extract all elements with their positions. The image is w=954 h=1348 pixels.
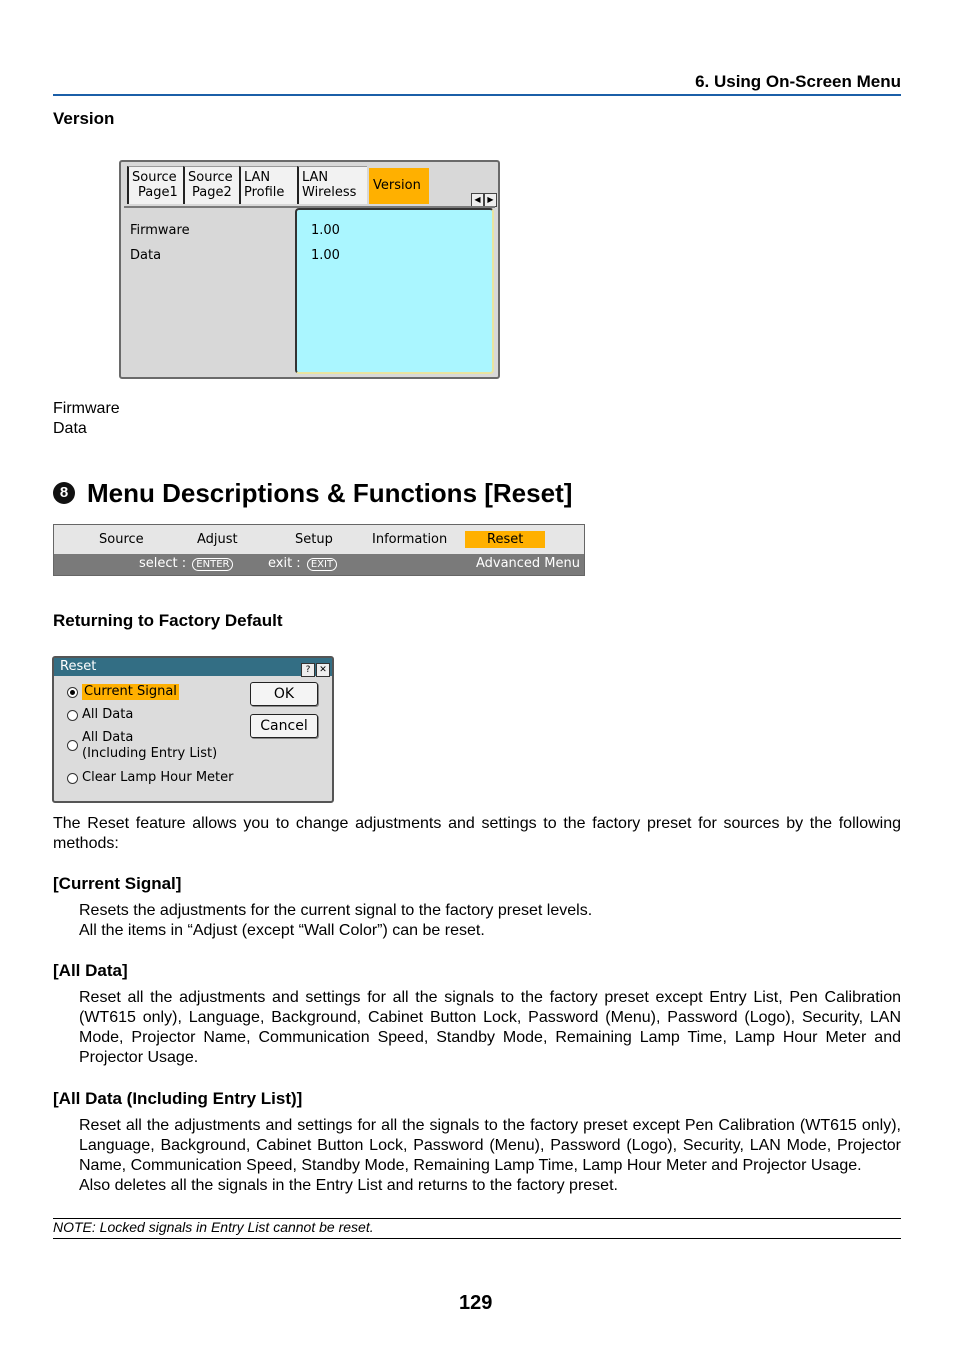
body-line: All the items in “Adjust (except “Wall Color”) can be reset. (79, 922, 485, 939)
tab-label-line2: Page1 (138, 185, 178, 200)
body-line: Resets the adjustments for the current signal to the factory preset levels. (79, 902, 593, 919)
item-current-signal-body (79, 901, 901, 941)
tab-label-line1: LAN (244, 170, 271, 185)
menu-tabs-row (54, 525, 584, 554)
tab-label-line2: Page2 (192, 185, 232, 200)
radio-selected-icon (67, 687, 78, 698)
tab-label-line1: LAN (302, 170, 329, 185)
radio-label: Current Signal (84, 684, 177, 699)
tab-source-page2[interactable] (183, 166, 239, 204)
select-hint (139, 556, 235, 571)
menu-item-adjust[interactable]: Adjust (197, 532, 238, 547)
radio-all-data[interactable] (67, 707, 133, 723)
caption-data: Data (53, 420, 87, 437)
radio-current-signal[interactable] (67, 684, 179, 700)
exit-key-icon: EXIT (307, 558, 337, 571)
item-all-data-title: [All Data] (53, 961, 128, 980)
radio-all-data-including-entry-list[interactable] (67, 730, 217, 762)
section-number-badge: 8 (53, 482, 75, 504)
radio-label: All Data (82, 707, 134, 722)
radio-label: Clear Lamp Hour Meter (82, 770, 234, 785)
body-line: Reset all the adjustments and settings for all the signals to the factory preset except Pen Calibration (WT615 only), Language, Background, Cabinet Button Lock, Password (Menu), Password (Logo), Security, LAN Mode, Projector Name, Communication Speed, Standby Mode, Remaining Lamp Time, Lamp Hour Meter and Projector Usage. (79, 1117, 901, 1174)
radio-label-line1: All Data (82, 730, 134, 745)
version-window (119, 160, 500, 379)
data-label: Data (130, 248, 162, 263)
tab-lan-wireless[interactable] (297, 166, 367, 204)
version-label: Version (53, 109, 115, 128)
note-text: NOTE: Locked signals in Entry List cannot be reset. (53, 1219, 374, 1235)
item-all-data-body (79, 988, 901, 1068)
body-line: Also deletes all the signals in the Entry List and returns to the factory preset. (79, 1177, 618, 1194)
tab-scroll-arrows (471, 187, 497, 204)
version-values-panel (295, 208, 494, 374)
advanced-menu-label[interactable]: Advanced Menu (475, 556, 580, 571)
factory-default-label: Returning to Factory Default (53, 611, 283, 630)
tab-version[interactable] (369, 168, 429, 204)
radio-icon (67, 740, 78, 751)
menu-hint-row (54, 554, 584, 575)
intro-paragraph: The Reset feature allows you to change adjustments and settings to the factory preset for sources by the following methods: (53, 815, 901, 852)
menu-item-setup[interactable]: Setup (295, 532, 333, 547)
reset-dialog (52, 656, 334, 803)
tab-label-line2: Profile (244, 185, 285, 200)
menu-item-reset[interactable]: Reset (465, 531, 545, 548)
radio-label-line2: (Including Entry List) (82, 746, 218, 761)
menu-item-information[interactable]: Information (372, 532, 448, 547)
item-all-data-entry-title: [All Data (Including Entry List)] (53, 1089, 303, 1108)
exit-label: exit : (268, 556, 301, 571)
tab-label-line1: Source (188, 170, 233, 185)
firmware-label: Firmware (130, 223, 190, 238)
radio-label (82, 730, 217, 762)
section-title: 6. Using On-Screen Menu (695, 72, 901, 91)
reset-heading: Menu Descriptions & Functions [Reset] (87, 478, 573, 508)
tab-label-line1: Version (373, 178, 421, 193)
page-header (53, 70, 901, 96)
select-label: select : (139, 556, 187, 571)
note-bottom-rule (53, 1238, 901, 1239)
arrow-right-icon[interactable]: ▶ (484, 193, 497, 207)
body-line: Reset all the adjustments and settings for all the signals to the factory preset except Entry List, Pen Calibration (WT615 only), Language, Background, Cabinet Button Lock, Password (Menu), Password (Logo), Security, LAN Mode, Projector Name, Communication Speed, Standby Mode, Remaining Lamp Time, Lamp Hour Meter and Projector Usage. (79, 989, 901, 1066)
arrow-left-icon[interactable]: ◀ (471, 193, 484, 207)
item-all-data-entry-body (79, 1116, 901, 1196)
tab-lan-profile[interactable] (239, 166, 297, 204)
help-icon[interactable]: ? (301, 663, 315, 677)
ok-button[interactable]: OK (250, 682, 318, 706)
cancel-button[interactable]: Cancel (250, 714, 318, 738)
dialog-title-bar (54, 658, 332, 676)
main-menu-bar (53, 524, 585, 576)
exit-hint (268, 556, 339, 571)
dialog-title: Reset (60, 659, 97, 674)
close-icon[interactable]: ✕ (316, 663, 330, 677)
item-current-signal-title: [Current Signal] (53, 874, 182, 893)
tab-source-page1[interactable] (127, 166, 183, 204)
radio-icon (67, 773, 78, 784)
menu-item-source[interactable]: Source (99, 532, 144, 547)
caption-firmware: Firmware (53, 400, 120, 417)
radio-clear-lamp-hour-meter[interactable] (67, 770, 234, 786)
dialog-title-buttons (300, 660, 330, 678)
tab-label-line1: Source (132, 170, 177, 185)
firmware-value: 1.00 (311, 223, 340, 238)
data-value: 1.00 (311, 248, 340, 263)
radio-icon (67, 710, 78, 721)
tab-label-line2: Wireless (302, 185, 357, 200)
page-number: 129 (459, 1292, 493, 1314)
enter-key-icon: ENTER (192, 558, 233, 571)
